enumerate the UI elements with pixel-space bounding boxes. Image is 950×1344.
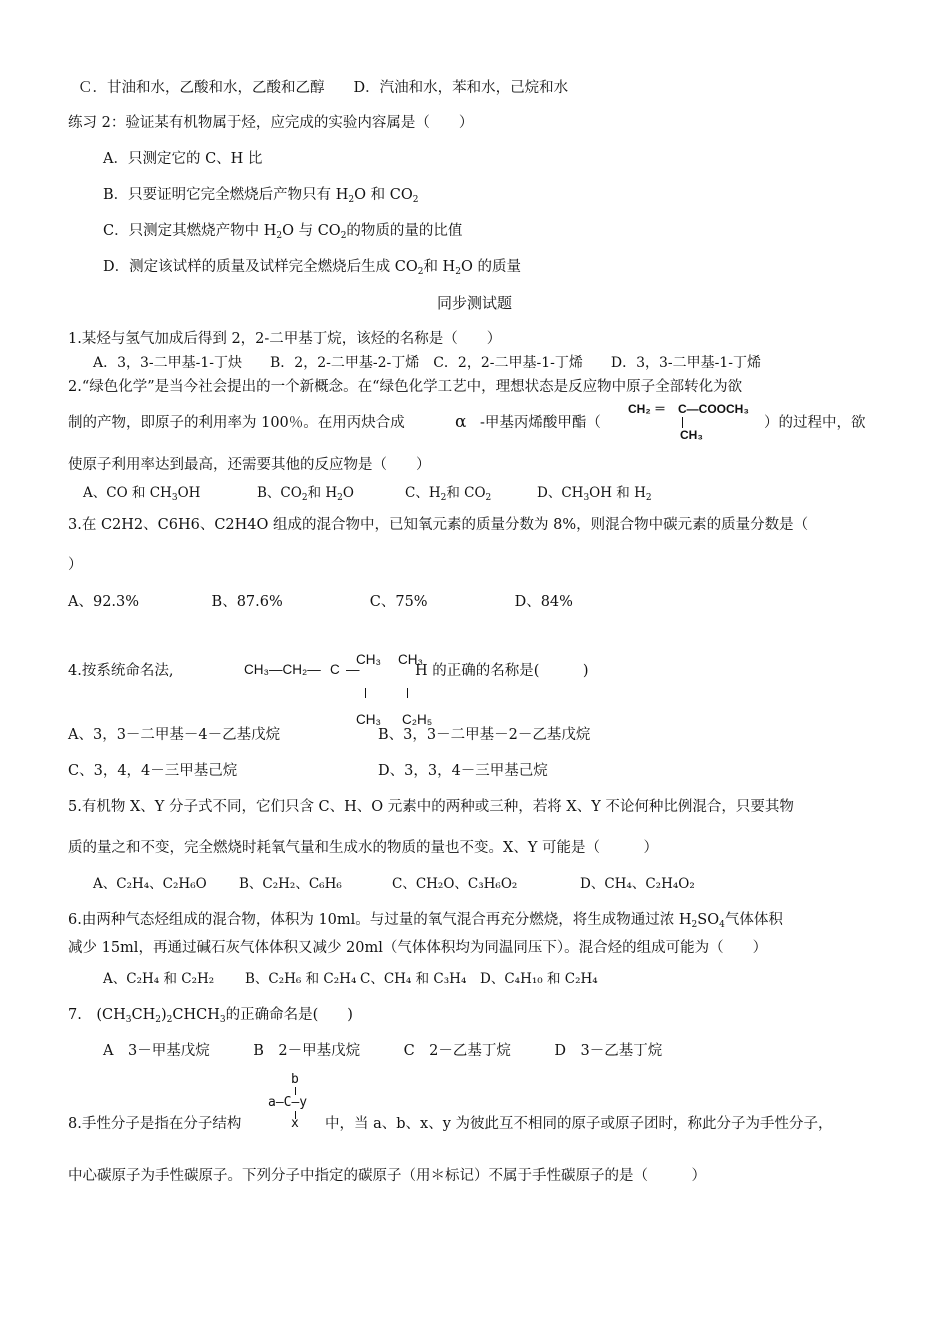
alpha-glyph: α xyxy=(455,412,467,432)
section-title: 同步测试题 xyxy=(437,294,513,312)
question-5-option-a: A、C₂H₄、C₂H₆O xyxy=(93,876,207,892)
exercise-2-option-d: D．测定该试样的质量及试样完全燃烧后生成 $CO_2$和 $H_2O$ 的质量 xyxy=(103,259,521,277)
question-6-option-d: D、C₄H₁₀ 和 C₂H₄ xyxy=(480,971,598,987)
question-5-line-1: 5.有机物 X、Y 分子式不同，它们只含 C、H、O 元素中的两种或三种，若将 X、Y 不论何种比例混合，只要其物 xyxy=(68,799,794,815)
question-1: 1.某烃与氢气加成后得到 2，2-二甲基丁烷，该烃的名称是（ ） xyxy=(68,331,502,347)
line-option-cd: Ｃ．甘油和水，乙酸和水，乙酸和乙醇 D．汽油和水，苯和水，己烷和水 xyxy=(78,80,569,96)
question-2-line-2b: -甲基丙烯酸甲酯（ xyxy=(480,415,601,431)
question-2-option-a: A、CO 和 $CH_3OH$ xyxy=(83,485,201,503)
question-2-option-b: B、$CO_2$和 $H_2O$ xyxy=(257,485,354,503)
exercise-2-option-a: A．只测定它的 C、H 比 xyxy=(103,151,263,167)
question-6-option-a: A、C₂H₄ 和 C₂H₂ xyxy=(103,971,215,987)
question-7: 7. $(CH_3CH_2)_2CHCH_3$的正确命名是( ) xyxy=(68,1007,353,1025)
exercise-2-option-c: C．只测定其燃烧产物中 $H_2O$ 与 $CO_2$的物质的量的比值 xyxy=(103,223,463,241)
question-4-option-d: D、3，3，4－三甲基己烷 xyxy=(378,763,548,779)
question-4: 4.按系统命名法, xyxy=(68,663,174,679)
question-8-line-2: 中心碳原子为手性碳原子。下列分子中指定的碳原子（用＊标记）不属于手性碳原子的是（ ） xyxy=(68,1168,706,1184)
question-4-structure: CH₃ CH₃ CH₃—CH₂— C — CH₃ C₂H₅ xyxy=(244,652,433,727)
question-6-option-c: C、CH₄ 和 C₃H₄ xyxy=(360,971,467,987)
question-6-option-b: B、C₂H₆ 和 C₂H₄ xyxy=(245,971,357,987)
question-3-line-1: 3.在 C2H2、C6H6、C2H4O 组成的混合物中，已知氧元素的质量分数为 8%，则混合物中碳元素的质量分数是（ xyxy=(68,517,809,533)
question-6-line-2: 减少 15ml，再通过碱石灰气体体积又减少 20ml（气体体积均为同温同压下）。混合烃的组成可能为（ ） xyxy=(68,940,768,956)
question-5-option-d: D、CH₄、C₂H₄O₂ xyxy=(580,876,695,892)
question-2-line-2c: ）的过程中，欲 xyxy=(764,415,866,431)
question-5-line-2: 质的量之和不变，完全燃烧时耗氧气量和生成水的物质的量也不变。X、Y 可能是（ ） xyxy=(68,840,659,856)
question-5-option-b: B、C₂H₂、C₆H₆ xyxy=(239,876,342,892)
question-2-line-3: 使原子利用率达到最高，还需要其他的反应物是（ ） xyxy=(68,457,431,473)
question-2-line-2a: 制的产物，即原子的利用率为 100％。在用丙炔合成 xyxy=(68,415,405,431)
question-4-option-a: A、3，3－二甲基－4－乙基戊烷 xyxy=(68,727,281,743)
question-3-line-2: ） xyxy=(68,557,83,573)
question-3-options: A、92.3% B、87.6% C、75% D、84% xyxy=(68,594,573,610)
question-8-line-1a: 8.手性分子是指在分子结构 xyxy=(68,1116,242,1132)
question-8-line-1b: 中，当 a、b、x、y 为彼此互不相同的原子或原子团时，称此分子为手性分子， xyxy=(325,1116,833,1132)
question-5-option-c: C、CH₂O、C₃H₆O₂ xyxy=(392,876,518,892)
chiral-carbon-structure: b a—C—y x xyxy=(268,1072,308,1131)
question-4-option-b: B、3，3－二甲基－2－乙基戊烷 xyxy=(378,727,591,743)
question-4-option-c: C、3，4，4－三甲基己烷 xyxy=(68,763,238,779)
question-2-option-c: C、$H_2$和 $CO_2$ xyxy=(405,485,492,503)
question-4-tail: H 的正确的名称是( ) xyxy=(415,663,589,679)
question-6-line-1: 6.由两种气态烃组成的混合物，体积为 10ml。与过量的氧气混合再充分燃烧，将生成物通过浓 $H_2SO_4$气体体积 xyxy=(68,912,783,930)
question-1-options: A．3，3-二甲基-1-丁炔 B．2，2-二甲基-2-丁烯 C．2，2-二甲基-1-丁烯 D．3，3-二甲基-1-丁烯 xyxy=(93,355,761,371)
methyl-methacrylate-structure: CH₂ ＝ C—COOCH₃ CH₃ xyxy=(628,402,749,442)
exercise-2-question: 练习 2：验证某有机物属于烃，应完成的实验内容属是（ ） xyxy=(68,115,474,131)
question-2-line-1: 2.“绿色化学”是当今社会提出的一个新概念。在“绿色化学工艺中，理想状态是反应物中原子全部转化为欲 xyxy=(68,379,743,395)
question-7-options: A 3－甲基戊烷 B 2－甲基戊烷 C 2－乙基丁烷 D 3－乙基丁烷 xyxy=(103,1043,663,1059)
question-2-option-d: D、$CH_3OH$ 和 $H_2$ xyxy=(537,485,652,503)
exercise-2-option-b: B．只要证明它完全燃烧后产物只有 $H_2O$ 和 $CO_2$ xyxy=(103,187,419,205)
